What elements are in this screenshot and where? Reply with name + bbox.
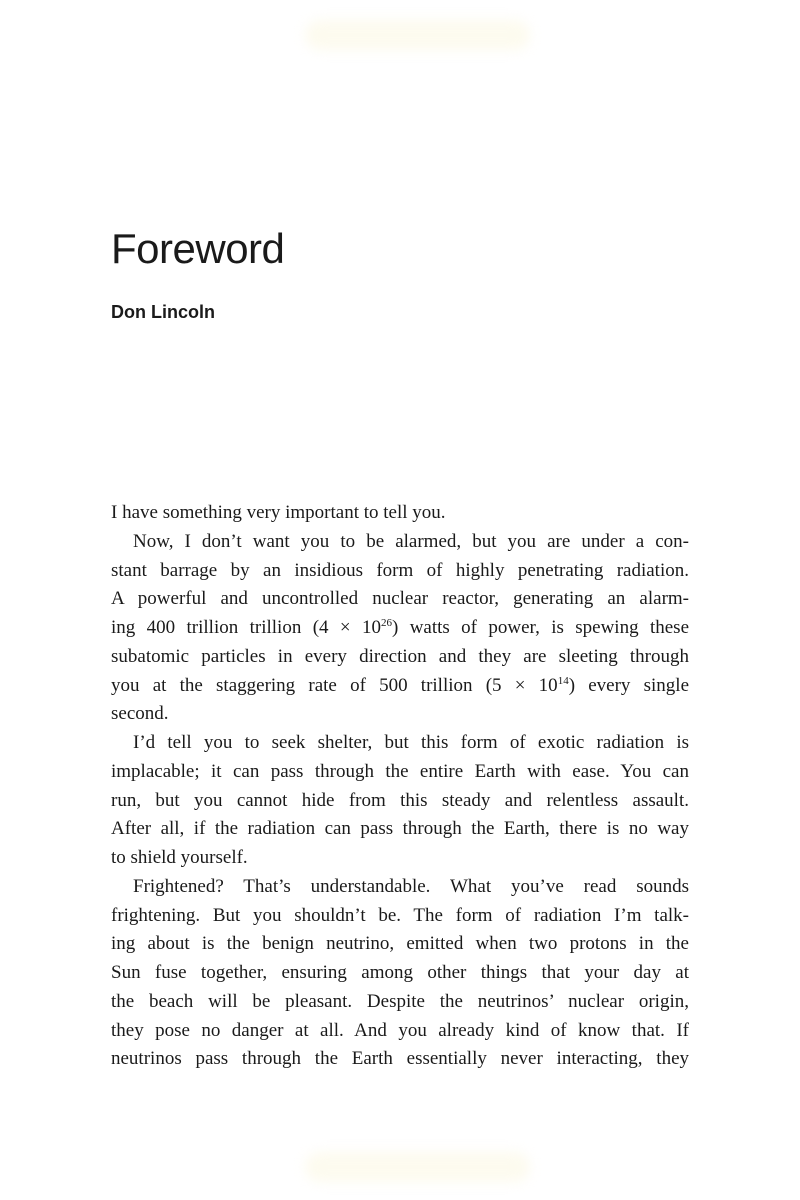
text-line bbox=[111, 614, 689, 643]
text-line bbox=[111, 700, 689, 729]
text-segment: to shield yourself. bbox=[111, 847, 248, 868]
text-line bbox=[111, 499, 689, 528]
text-segment: they pose no danger at all. And you already kind of know that. If bbox=[111, 1019, 689, 1041]
text-segment: implacable; it can pass through the entire Earth with ease. You can bbox=[111, 760, 689, 782]
foreword-body-text bbox=[111, 499, 689, 1074]
text-line bbox=[111, 528, 689, 557]
text-segment: frightening. But you shouldn’t be. The form of radiation I’m talk- bbox=[111, 904, 689, 926]
text-line bbox=[111, 557, 689, 586]
page-scan-artifact-bottom bbox=[305, 1152, 530, 1182]
text-segment: you at the staggering rate of 500 trillion (5 × 10 bbox=[111, 674, 558, 696]
chapter-title: Foreword bbox=[111, 225, 285, 272]
page-scan-artifact-top bbox=[305, 20, 530, 50]
text-line bbox=[111, 988, 689, 1017]
text-line bbox=[111, 873, 689, 902]
text-line bbox=[111, 1017, 689, 1046]
text-segment: ) watts of power, is spewing these bbox=[392, 617, 689, 638]
text-segment: second. bbox=[111, 703, 169, 725]
text-line bbox=[111, 758, 689, 787]
text-line bbox=[111, 729, 689, 758]
text-segment: I’d tell you to seek shelter, but this form of exotic radiation is bbox=[133, 732, 689, 753]
text-segment: ) every single bbox=[568, 674, 690, 696]
text-line bbox=[111, 815, 689, 844]
text-line bbox=[111, 844, 689, 873]
text-segment: neutrinos pass through the Earth essentially never interacting, they bbox=[111, 1048, 689, 1070]
text-segment: run, but you cannot hide from this steady and relentless assault. bbox=[111, 789, 689, 811]
text-line bbox=[111, 787, 689, 816]
text-segment: Sun fuse together, ensuring among other things that your day at bbox=[111, 962, 689, 983]
text-segment: ing 400 trillion trillion (4 × 10 bbox=[111, 617, 381, 638]
text-line bbox=[111, 672, 689, 701]
text-segment: ing about is the benign neutrino, emitted when two protons in the bbox=[111, 933, 689, 955]
text-segment: Frightened? That’s understandable. What you’ve read sounds bbox=[133, 875, 689, 897]
text-segment: stant barrage by an insidious form of highly penetrating radiation. bbox=[111, 559, 689, 581]
text-line bbox=[111, 902, 689, 931]
text-segment: I have something very important to tell you. bbox=[111, 502, 446, 523]
chapter-author: Don Lincoln bbox=[111, 302, 215, 322]
text-line bbox=[111, 930, 689, 959]
text-segment: A powerful and uncontrolled nuclear reactor, generating an alarm- bbox=[111, 588, 689, 610]
text-line bbox=[111, 643, 689, 672]
text-segment: After all, if the radiation can pass through the Earth, there is no way bbox=[111, 818, 689, 840]
text-line bbox=[111, 585, 689, 614]
text-segment: Now, I don’t want you to be alarmed, but you are under a con- bbox=[133, 530, 689, 552]
text-segment: subatomic particles in every direction and they are sleeting through bbox=[111, 645, 689, 667]
superscript-exponent: 26 bbox=[381, 617, 392, 629]
text-line bbox=[111, 959, 689, 988]
text-line bbox=[111, 1045, 689, 1074]
text-segment: the beach will be pleasant. Despite the neutrinos’ nuclear origin, bbox=[111, 990, 689, 1012]
superscript-exponent: 14 bbox=[557, 674, 569, 687]
